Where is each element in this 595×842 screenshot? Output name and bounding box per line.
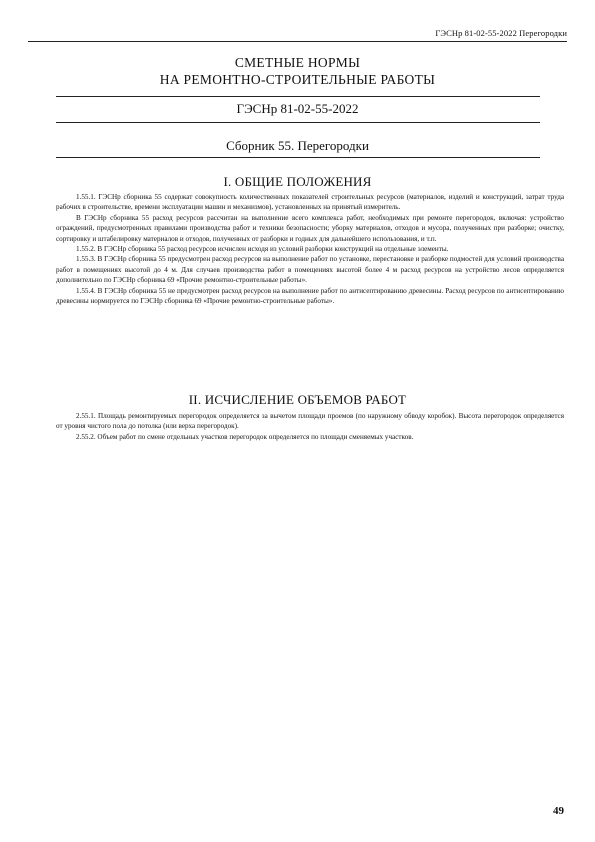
paragraph-1-55-3: 1.55.3. В ГЭСНр сборника 55 предусмотрен расход ресурсов на выполнение работ по установке, перестановке и разборке подмостей для условий производства работ в помещениях высотой до 4 м. Для случаев производства работ в помещениях высотой более 4 м расход ресурсов на устройство лесов определяется дополнительно по ГЭСНр сборника 69 «Прочие ремонтно-строительные работы». [56,255,564,285]
paragraph-1-55-2: 1.55.2. В ГЭСНр сборника 55 расход ресурсов исчислен исходя из условий разборки конструкций на отдельные элементы. [76,245,449,254]
paragraph-scope: В ГЭСНр сборника 55 расход ресурсов рассчитан на выполнение всего комплекса работ, необходимых при ремонте перегородок, включая: устройство ограждений, предусмотренных правилами производства работ и техники безопасности; уборку материалов, отходов и мусора, полученных при разборке; очистку, сортировку и штабелировку материалов и отходов, полученных от разборки и годных для дальнейшего использования, и т.п. [56,213,564,243]
paragraph-2-55-2: 2.55.2. Объем работ по смене отдельных участков перегородок определяется по площади сменяемых участков. [76,432,414,441]
running-head: ГЭСНр 81-02-55-2022 Перегородки [435,28,567,38]
section-2-body [56,411,564,442]
rule-below-code [56,122,540,123]
rule-below-collection [56,157,540,158]
paragraph-2-55-1: 2.55.1. Площадь ремонтируемых перегородок определяется за вычетом площади проемов (по наружному обводу коробок). Высота перегородок определяется от уровня чистого пола до потолка (или верха перегородок). [56,412,564,431]
section-2-heading: II. ИСЧИСЛЕНИЕ ОБЪЕМОВ РАБОТ [188,392,407,407]
top-rule [28,41,567,42]
section-1-body [56,192,564,306]
paragraph-1-55-4: 1.55.4. В ГЭСНр сборника 55 не предусмотрен расход ресурсов на выполнение работ по антисептированию древесины. Расход ресурсов по антисептированию древесины нормируется по ГЭСНр сборника 69 «Прочие ремонтно-строительные работы». [56,286,564,306]
document-code: ГЭСНр 81-02-55-2022 [236,101,359,116]
main-title-line-2: НА РЕМОНТНО-СТРОИТЕЛЬНЫЕ РАБОТЫ [159,71,436,87]
rule-above-code [56,96,540,97]
paragraph-1-55-1: 1.55.1. ГЭСНр сборника 55 содержат совокупность количественных показателей строительных ресурсов (материалов, изделий и конструкций, затрат труда рабочих в строительстве, времени эксплуатации машин и механизмов), установленных на принятый измеритель. [56,193,564,212]
page-number: 49 [553,805,564,817]
section-1-heading: I. ОБЩИЕ ПОЛОЖЕНИЯ [223,174,372,189]
main-title [0,55,595,88]
main-title-line-1: СМЕТНЫЕ НОРМЫ [234,55,361,70]
collection-title: Сборник 55. Перегородки [226,138,369,153]
